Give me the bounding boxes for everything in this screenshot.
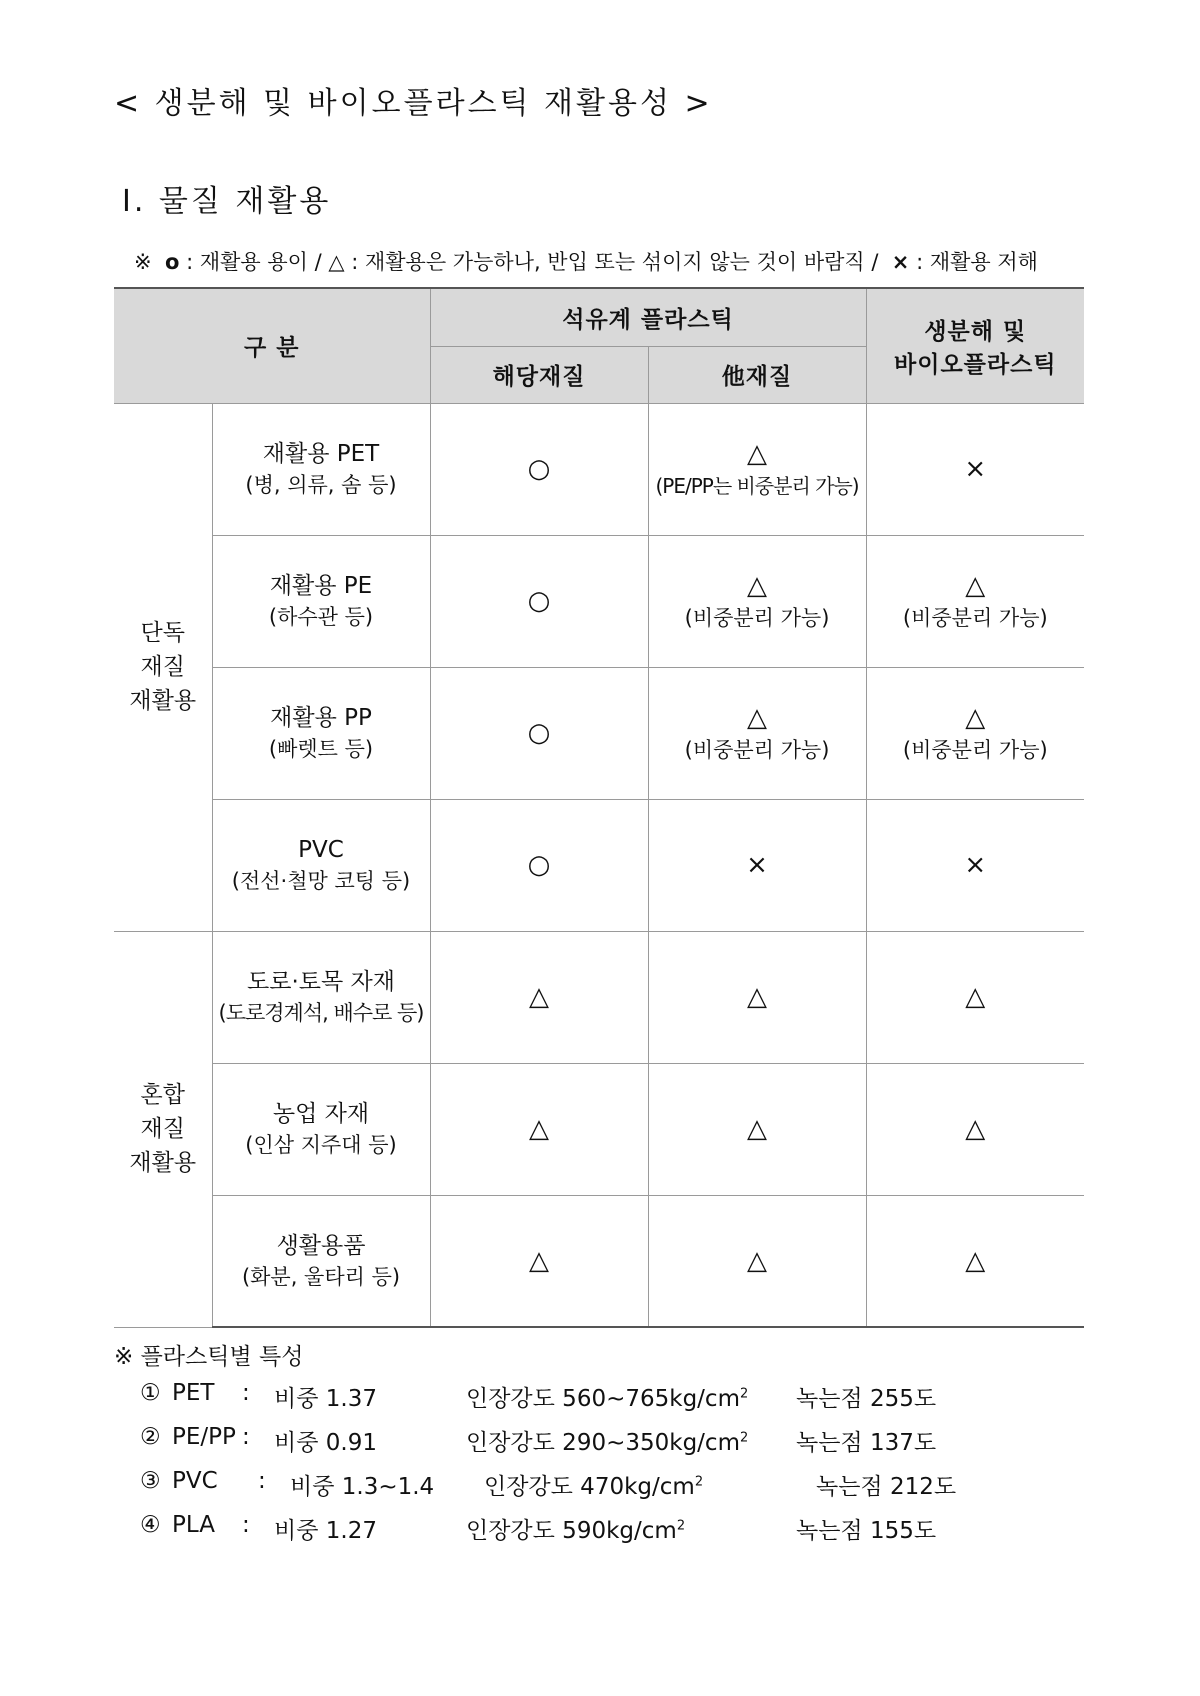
legend-o-text: : 재활용 용이 / [186, 250, 322, 274]
item-name: PVC [298, 837, 344, 863]
table-row [114, 1195, 1084, 1327]
rating-symbol: △ [529, 1114, 550, 1144]
property-colon: : [242, 1380, 250, 1406]
item-cell [212, 403, 430, 535]
property-specific-gravity: 비중 1.27 [274, 1518, 377, 1544]
property-tensile-exponent: 2 [694, 1474, 704, 1490]
table-row [114, 535, 1084, 667]
header-category: 구 분 [114, 288, 430, 403]
same-material-cell [430, 403, 648, 535]
section-title: Ⅰ. 물질 재활용 [122, 184, 332, 219]
table-row [114, 667, 1084, 799]
table-header-row [114, 288, 1084, 346]
item-name: 재활용 PET [262, 441, 380, 467]
table-row [114, 1063, 1084, 1195]
property-colon: : [258, 1468, 266, 1494]
header-bio [866, 288, 1084, 403]
item-cell [212, 1063, 430, 1195]
other-material-cell [648, 535, 866, 667]
group-label-line: 재활용 [129, 1150, 197, 1176]
rating-symbol: △ [965, 1114, 986, 1144]
rating-symbol: △ [965, 571, 986, 601]
header-petroleum: 석유계 플라스틱 [430, 288, 866, 346]
property-colon: : [242, 1424, 250, 1450]
legend-tri-mark: △ [328, 250, 345, 274]
header-bio-line2: 바이오플라스틱 [894, 351, 1057, 378]
properties-title: ※ 플라스틱별 특성 [114, 1344, 304, 1370]
header-same-material: 해당재질 [430, 346, 648, 403]
property-tensile: 인장강도 590kg/cm [466, 1518, 677, 1544]
property-name: PE/PP [172, 1424, 236, 1450]
group-label-mixed [114, 931, 212, 1327]
other-material-cell [648, 1195, 866, 1327]
header-other-material: 他재질 [648, 346, 866, 403]
group-label-line: 재질 [140, 1116, 185, 1142]
item-note: (화분, 울타리 등) [241, 1264, 401, 1289]
property-name: PVC [172, 1468, 218, 1494]
rating-symbol: ○ [527, 718, 551, 748]
bio-cell [866, 403, 1084, 535]
rating-symbol: △ [747, 439, 768, 469]
property-tensile: 인장강도 470kg/cm [484, 1474, 695, 1500]
other-material-cell [648, 667, 866, 799]
property-row [114, 1512, 937, 1556]
rating-symbol: △ [965, 1245, 986, 1276]
bio-cell [866, 1195, 1084, 1327]
table-row [114, 931, 1084, 1063]
item-note: (병, 의류, 솜 등) [245, 473, 397, 497]
rating-symbol: △ [747, 982, 768, 1012]
property-colon: : [242, 1512, 250, 1538]
same-material-cell [430, 1063, 648, 1195]
item-name: 농업 자재 [272, 1101, 370, 1127]
rating-symbol: ○ [527, 454, 551, 484]
other-material-cell [648, 403, 866, 535]
legend-x-mark: × [891, 250, 910, 274]
property-tensile-wrap [466, 1424, 748, 1457]
rating-symbol: ○ [527, 850, 551, 880]
property-row [114, 1468, 957, 1512]
group-label-line: 단독 [140, 620, 185, 646]
property-tensile-exponent: 2 [676, 1518, 686, 1534]
item-name: 생활용품 [276, 1232, 366, 1259]
same-material-cell [430, 535, 648, 667]
property-melting-point: 녹는점 212도 [816, 1474, 957, 1500]
recyclability-table [114, 287, 1084, 1328]
rating-symbol: △ [747, 703, 768, 733]
property-tensile-wrap [466, 1512, 685, 1545]
rating-symbol: △ [529, 1245, 550, 1276]
rating-note: (비중분리 가능) [684, 606, 830, 630]
bio-cell [866, 1063, 1084, 1195]
other-material-cell [648, 1063, 866, 1195]
rating-note: (비중분리 가능) [902, 738, 1048, 762]
item-note: (도로경계석, 배수로 등) [218, 1001, 424, 1025]
property-tensile: 인장강도 560~765kg/cm [466, 1386, 740, 1412]
property-tensile-exponent: 2 [739, 1430, 749, 1446]
group-label-line: 혼합 [140, 1082, 185, 1108]
rating-symbol: △ [529, 982, 550, 1012]
same-material-cell [430, 799, 648, 931]
same-material-cell [430, 1195, 648, 1327]
rating-symbol: × [964, 850, 987, 880]
header-bio-line1: 생분해 및 [924, 318, 1027, 345]
rating-symbol: △ [747, 1245, 768, 1276]
item-cell [212, 667, 430, 799]
item-cell [212, 1195, 430, 1327]
property-specific-gravity: 비중 1.3~1.4 [290, 1474, 435, 1500]
item-note: (전선·철망 코팅 등) [231, 869, 411, 893]
rating-symbol: △ [747, 1114, 768, 1144]
rating-note: (PE/PP는 비중분리 가능) [655, 474, 859, 498]
group-label-single [114, 403, 212, 931]
bio-cell [866, 667, 1084, 799]
other-material-cell [648, 799, 866, 931]
property-name: PLA [172, 1512, 215, 1538]
property-specific-gravity: 비중 1.37 [274, 1386, 377, 1412]
rating-note: (비중분리 가능) [902, 606, 1048, 630]
item-note: (빠렛트 등) [268, 737, 374, 761]
legend-o-mark: o [164, 250, 180, 274]
property-melting-point: 녹는점 255도 [796, 1386, 937, 1412]
item-note: (하수관 등) [268, 605, 374, 629]
property-tensile-wrap [466, 1380, 748, 1413]
property-index: ① [140, 1380, 161, 1406]
table-row [114, 403, 1084, 535]
property-index: ③ [140, 1468, 161, 1494]
bio-cell [866, 799, 1084, 931]
property-tensile: 인장강도 290~350kg/cm [466, 1430, 740, 1456]
bio-cell [866, 535, 1084, 667]
item-name: 도로·토목 자재 [247, 969, 395, 995]
property-index: ④ [140, 1512, 161, 1538]
rating-symbol: × [746, 850, 768, 880]
document-title: < 생분해 및 바이오플라스틱 재활용성 > [114, 86, 713, 121]
property-tensile-exponent: 2 [739, 1386, 749, 1402]
property-tensile-wrap [484, 1468, 703, 1501]
rating-symbol: △ [965, 703, 986, 733]
property-name: PET [172, 1380, 215, 1406]
rating-symbol: △ [965, 982, 986, 1012]
legend-x-text: : 재활용 저해 [916, 250, 1038, 274]
rating-symbol: △ [747, 571, 768, 601]
rating-symbol: ○ [527, 586, 551, 616]
same-material-cell [430, 931, 648, 1063]
property-melting-point: 녹는점 137도 [796, 1430, 937, 1456]
rating-symbol: × [964, 454, 987, 484]
rating-note: (비중분리 가능) [684, 738, 830, 762]
item-name: 재활용 PP [270, 705, 372, 731]
property-specific-gravity: 비중 0.91 [274, 1430, 377, 1456]
bio-cell [866, 931, 1084, 1063]
item-name: 재활용 PE [269, 573, 373, 599]
legend-prefix: ※ [134, 250, 152, 274]
other-material-cell [648, 931, 866, 1063]
same-material-cell [430, 667, 648, 799]
property-index: ② [140, 1424, 161, 1450]
item-cell [212, 931, 430, 1063]
item-note: (인삼 지주대 등) [245, 1133, 397, 1157]
item-cell [212, 535, 430, 667]
group-label-line: 재질 [140, 654, 185, 680]
item-cell [212, 799, 430, 931]
group-label-line: 재활용 [129, 688, 197, 714]
legend-tri-text: : 재활용은 가능하나, 반입 또는 섞이지 않는 것이 바람직 / [351, 250, 879, 274]
legend [134, 246, 1038, 276]
property-melting-point: 녹는점 155도 [796, 1518, 937, 1544]
table-row [114, 799, 1084, 931]
